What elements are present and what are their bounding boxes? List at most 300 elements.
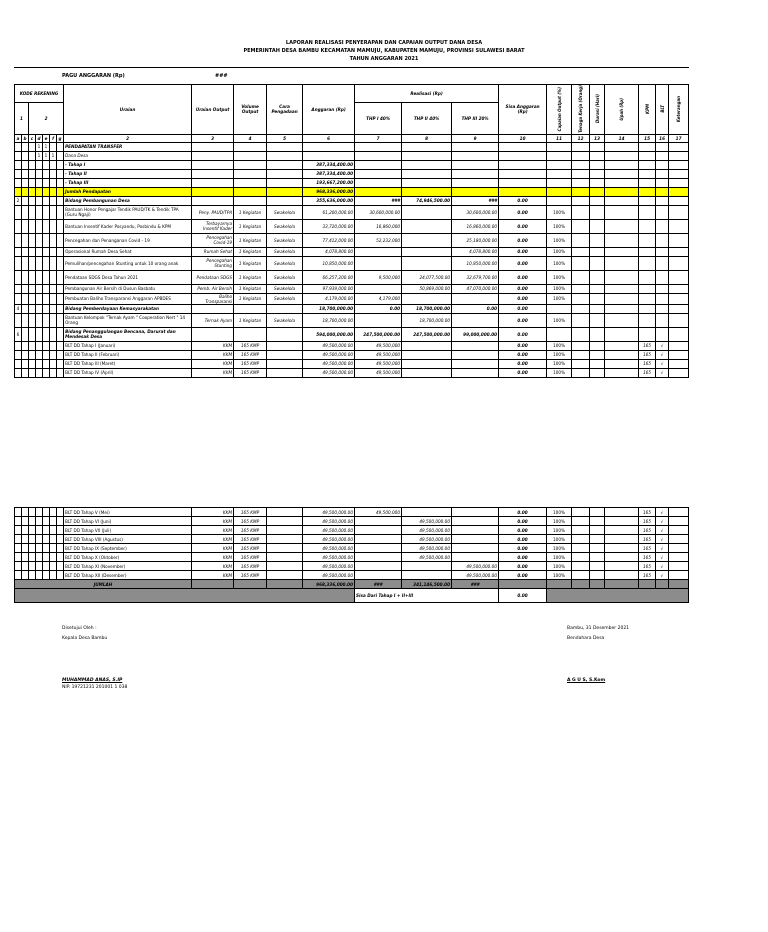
sisa-cell: 0.00 [499, 544, 547, 553]
uraian-output-cell: KKM [192, 368, 234, 377]
capaian-cell: 100% [547, 517, 572, 526]
tenaga-cell [572, 233, 590, 247]
kpm-cell: 165 [639, 368, 656, 377]
cara-pengadaan-cell [267, 562, 303, 571]
tenaga-cell [572, 571, 590, 580]
upah-cell [605, 313, 639, 327]
kode-cell [36, 508, 43, 517]
sisa-cell: 0.00 [499, 196, 547, 205]
sisa-cell: 0.00 [499, 327, 547, 341]
kode-cell [50, 247, 57, 256]
kode-cell [15, 535, 22, 544]
kode-cell [29, 553, 36, 562]
thp1-cell [355, 151, 402, 160]
uraian-cell: BLT DD Tahap VII (Juli) [64, 526, 192, 535]
keterangan-cell [669, 571, 689, 580]
thp1-cell: 30,600,000.00 [355, 205, 402, 219]
keterangan-cell [669, 553, 689, 562]
kode-cell [50, 535, 57, 544]
upah-cell [605, 350, 639, 359]
thp2-cell [402, 178, 452, 187]
uraian-output-cell: KKM [192, 341, 234, 350]
durasi-cell [590, 270, 605, 284]
kode-cell [43, 304, 50, 313]
kode-cell [36, 178, 43, 187]
kode-cell [22, 359, 29, 368]
blt-cell [656, 142, 669, 151]
keterangan-cell [669, 178, 689, 187]
thp3-cell: 30,600,000.00 [452, 205, 499, 219]
thp3-cell [452, 544, 499, 553]
thp3-cell [452, 368, 499, 377]
tenaga-cell [572, 284, 590, 293]
anggaran-cell: 193,667,200.00 [303, 178, 355, 187]
uraian-output-cell: Terbayarnya Insentif Kader [192, 219, 234, 233]
kode-cell [50, 562, 57, 571]
kode-cell [57, 219, 64, 233]
kode-cell [57, 368, 64, 377]
uraian-output-cell: Pencegahan Covid-19 [192, 233, 234, 247]
uraian-cell: Bantuan Kelompok "Ternak Ayam " Cooperation Nert " 14 Orang [64, 313, 192, 327]
tenaga-cell [572, 359, 590, 368]
column-number: 3 [192, 134, 234, 142]
blt-cell [656, 293, 669, 304]
upah-cell [605, 359, 639, 368]
capaian-cell: 100% [547, 270, 572, 284]
kode-cell [36, 517, 43, 526]
kode-cell [29, 571, 36, 580]
blt-cell: √ [656, 544, 669, 553]
anggaran-cell: 49,500,000.00 [303, 553, 355, 562]
thp3-cell [452, 553, 499, 562]
kode-cell [36, 359, 43, 368]
cara-pengadaan-cell [267, 350, 303, 359]
thp3-cell: 0.00 [452, 304, 499, 313]
kode-cell [36, 293, 43, 304]
kode-cell [22, 544, 29, 553]
table-row [15, 169, 689, 178]
uraian-output-cell: Baliho Transparansi [192, 293, 234, 304]
kode-cell [43, 205, 50, 219]
thp1-cell [355, 553, 402, 562]
kode-cell [36, 187, 43, 196]
thp2-cell: 18,700,000.00 [402, 313, 452, 327]
durasi-cell [590, 284, 605, 293]
thp3-cell [452, 187, 499, 196]
kode-cell [29, 219, 36, 233]
volume-output-cell: 165 KMP [234, 508, 267, 517]
thp2-cell [402, 368, 452, 377]
table-row [15, 313, 689, 327]
upah-cell [605, 187, 639, 196]
tenaga-cell [572, 350, 590, 359]
thp1-cell [355, 160, 402, 169]
sisa-cell [499, 151, 547, 160]
thp3-cell: 49,500,000.00 [452, 562, 499, 571]
thp2-cell: 247,500,000.00 [402, 327, 452, 341]
thp1-cell: 49,500,000 [355, 341, 402, 350]
kode-cell [50, 219, 57, 233]
kode-cell [22, 178, 29, 187]
kode-cell [57, 196, 64, 205]
uraian-output-cell: KKM [192, 359, 234, 368]
column-number: 12 [572, 134, 590, 142]
blt-cell [656, 284, 669, 293]
table-row [15, 359, 689, 368]
uraian-output-cell: Peny. PAUD/TPA [192, 205, 234, 219]
table-row [15, 160, 689, 169]
capaian-cell: 100% [547, 535, 572, 544]
sisa-cell: 0.00 [499, 233, 547, 247]
uraian-output-cell [192, 196, 234, 205]
kode-cell [15, 270, 22, 284]
keterangan-cell [669, 359, 689, 368]
kode-cell [29, 368, 36, 377]
volume-output-cell: 165 KMP [234, 526, 267, 535]
keterangan-cell [669, 169, 689, 178]
anggaran-cell: 355,636,000.00 [303, 196, 355, 205]
thp2-cell [402, 187, 452, 196]
uraian-output-cell [192, 187, 234, 196]
kode-cell [22, 526, 29, 535]
sisa-cell: 0.00 [499, 256, 547, 270]
kpm-cell [639, 256, 656, 270]
kode-cell [29, 233, 36, 247]
kode-cell [43, 293, 50, 304]
sisa-cell [499, 169, 547, 178]
thp1-cell: 49,500,000 [355, 359, 402, 368]
cara-pengadaan-cell [267, 196, 303, 205]
cara-pengadaan-cell [267, 526, 303, 535]
uraian-output-cell: Rumah Sehat [192, 247, 234, 256]
thp2-cell [402, 359, 452, 368]
kode-cell [57, 508, 64, 517]
thp3-cell [452, 142, 499, 151]
thp1-cell [355, 313, 402, 327]
uraian-output-cell [192, 327, 234, 341]
kode-cell [29, 187, 36, 196]
upah-cell [605, 151, 639, 160]
thp1-cell: 49,500,000 [355, 508, 402, 517]
thp3-cell [452, 293, 499, 304]
column-number: 13 [590, 134, 605, 142]
uraian-output-cell [192, 151, 234, 160]
kode-cell [43, 196, 50, 205]
column-number: e [43, 134, 50, 142]
kode-cell [29, 196, 36, 205]
anggaran-cell: 49,500,000.00 [303, 544, 355, 553]
upah-cell [605, 142, 639, 151]
column-number: d [37, 135, 41, 141]
kpm-cell: 165 [639, 562, 656, 571]
kode-cell [57, 293, 64, 304]
kode-cell [57, 233, 64, 247]
kode-cell [15, 205, 22, 219]
kode-cell [15, 517, 22, 526]
kode-cell [15, 368, 22, 377]
kpm-cell: 165 [639, 571, 656, 580]
durasi-cell [590, 169, 605, 178]
volume-output-cell: 165 KMP [234, 350, 267, 359]
table-row [15, 293, 689, 304]
kode-cell [50, 553, 57, 562]
kode-cell [29, 327, 36, 341]
kode-cell [22, 368, 29, 377]
upah-cell [605, 508, 639, 517]
upah-cell [605, 526, 639, 535]
col-upah: Upah (Rp) [605, 85, 639, 135]
uraian-cell: Pembangunan Air Bersih di Dusun Basbatu [64, 284, 192, 293]
anggaran-cell: 49,500,000.00 [303, 526, 355, 535]
kode-cell [36, 350, 43, 359]
capaian-cell: 100% [547, 313, 572, 327]
tenaga-cell [572, 219, 590, 233]
kode-cell [50, 256, 57, 270]
uraian-cell: BLT DD Tahap VI (Juni) [64, 517, 192, 526]
sisa-cell: 0.00 [499, 313, 547, 327]
volume-output-cell: 1 Kegiatan [234, 270, 267, 284]
kode-cell [36, 270, 43, 284]
keterangan-cell [669, 284, 689, 293]
cara-pengadaan-cell [267, 508, 303, 517]
col-sisa-anggaran: Sisa Anggaran (Rp) [499, 85, 547, 135]
volume-output-cell [234, 304, 267, 313]
kode-cell [50, 571, 57, 580]
tenaga-cell [572, 341, 590, 350]
anggaran-cell: 4,179,000.00 [303, 293, 355, 304]
col-kode-rekening: KODE REKENING [15, 85, 64, 103]
tenaga-cell [572, 327, 590, 341]
tenaga-cell [572, 508, 590, 517]
capaian-cell [547, 142, 572, 151]
capaian-cell [547, 160, 572, 169]
kode-cell: 1 [36, 151, 43, 160]
kode-cell [36, 256, 43, 270]
uraian-output-cell: Pencegahan Stunting [192, 256, 234, 270]
uraian-cell: - Tahap I [64, 160, 192, 169]
uraian-cell: Pendataan SDGS Desa Tahun 2021 [64, 270, 192, 284]
blt-cell: √ [656, 359, 669, 368]
upah-cell [605, 256, 639, 270]
capaian-cell: 100% [547, 526, 572, 535]
durasi-cell [590, 160, 605, 169]
table-row [15, 571, 689, 580]
kode-cell [43, 553, 50, 562]
tenaga-cell [572, 256, 590, 270]
jumlah-row [15, 580, 689, 589]
keterangan-cell [669, 526, 689, 535]
upah-cell [605, 270, 639, 284]
volume-output-cell: 1 Kegiatan [234, 284, 267, 293]
kode-cell [15, 142, 22, 151]
kode-cell [22, 562, 29, 571]
anggaran-cell: 49,500,000.00 [303, 350, 355, 359]
thp3-cell [452, 517, 499, 526]
column-number: f [50, 134, 57, 142]
kode-cell [50, 205, 57, 219]
tenaga-cell [572, 169, 590, 178]
keterangan-cell [669, 350, 689, 359]
kode-cell [57, 553, 64, 562]
kode-cell [50, 187, 57, 196]
kode-cell [22, 187, 29, 196]
tenaga-cell [572, 142, 590, 151]
kode-cell [50, 142, 57, 151]
kode-cell: 1 [43, 151, 50, 160]
cara-pengadaan-cell [267, 142, 303, 151]
kode-cell [15, 293, 22, 304]
upah-cell [605, 247, 639, 256]
head-nip: NIP. 19721231 201001 1 038 [62, 685, 128, 690]
column-number: c [29, 134, 36, 142]
durasi-cell [590, 219, 605, 233]
column-number: a [15, 134, 22, 142]
thp3-cell [452, 508, 499, 517]
kode-cell [36, 535, 43, 544]
kpm-cell [639, 270, 656, 284]
uraian-output-cell: Pemb. Air Bersih [192, 284, 234, 293]
kode-cell [43, 508, 50, 517]
cara-pengadaan-cell: Swakelola [267, 247, 303, 256]
kode-cell [57, 284, 64, 293]
sisa-cell: 0.00 [499, 535, 547, 544]
keterangan-cell [669, 233, 689, 247]
kode-cell: 6 [15, 327, 22, 341]
uraian-output-cell: KKM [192, 535, 234, 544]
capaian-cell [547, 151, 572, 160]
volume-output-cell [234, 327, 267, 341]
cara-pengadaan-cell: Swakelola [267, 270, 303, 284]
kpm-cell [639, 160, 656, 169]
kode-cell [50, 178, 57, 187]
kode-cell [15, 562, 22, 571]
col-tenaga: Tenaga Kerja (Orang) [572, 85, 590, 135]
capaian-cell: 100% [547, 205, 572, 219]
kpm-cell [639, 142, 656, 151]
kode-cell [29, 256, 36, 270]
sisa-cell: 0.00 [499, 553, 547, 562]
kode-cell [15, 160, 22, 169]
uraian-cell: - Tahap III [64, 178, 192, 187]
anggaran-cell: 49,500,000.00 [303, 508, 355, 517]
thp2-cell: 49,500,000.00 [402, 517, 452, 526]
kode-cell [36, 160, 43, 169]
durasi-cell [590, 247, 605, 256]
kode-cell [36, 341, 43, 350]
capaian-cell: 100% [547, 350, 572, 359]
durasi-cell [590, 327, 605, 341]
kode-cell [22, 327, 29, 341]
column-number: 16 [656, 134, 669, 142]
table-row [15, 151, 689, 160]
kode-cell [50, 327, 57, 341]
durasi-cell [590, 571, 605, 580]
kode-cell [36, 553, 43, 562]
keterangan-cell [669, 205, 689, 219]
kode-cell [36, 284, 43, 293]
upah-cell [605, 553, 639, 562]
volume-output-cell: 165 KMP [234, 517, 267, 526]
blt-cell [656, 247, 669, 256]
anggaran-cell: 4,078,800.00 [303, 247, 355, 256]
kode-cell [43, 270, 50, 284]
col-uraian-output: Uraian Output [192, 85, 234, 135]
tenaga-cell [572, 293, 590, 304]
durasi-cell [590, 256, 605, 270]
kode-cell [50, 293, 57, 304]
durasi-cell [590, 187, 605, 196]
volume-output-cell: 165 KMP [234, 368, 267, 377]
kode-cell [36, 313, 43, 327]
kode-cell [43, 535, 50, 544]
upah-cell [605, 178, 639, 187]
kode-cell [57, 562, 64, 571]
column-number: b [23, 135, 27, 141]
col-keterangan: Keterangan [669, 85, 689, 135]
kode-cell [43, 350, 50, 359]
upah-cell [605, 517, 639, 526]
thp1-cell: 49,500,000 [355, 350, 402, 359]
kode-cell [50, 270, 57, 284]
col-cara-pengadaan: Cara Pengadaan [267, 85, 303, 135]
kode-cell [15, 571, 22, 580]
capaian-cell: 100% [547, 562, 572, 571]
kode-cell [15, 151, 22, 160]
volume-output-cell [234, 151, 267, 160]
sisa-cell: 0.00 [499, 247, 547, 256]
capaian-cell: 100% [547, 247, 572, 256]
kpm-cell: 165 [639, 508, 656, 517]
kode-cell: 4 [15, 304, 22, 313]
kpm-cell [639, 219, 656, 233]
thp2-cell [402, 341, 452, 350]
kode-cell [57, 142, 64, 151]
kode-cell [22, 256, 29, 270]
jumlah-thp1: ### [355, 580, 402, 589]
jumlah-thp3: ### [452, 580, 499, 589]
anggaran-cell: 49,500,000.00 [303, 535, 355, 544]
upah-cell [605, 160, 639, 169]
capaian-cell: 100% [547, 508, 572, 517]
cara-pengadaan-cell [267, 535, 303, 544]
tenaga-cell [572, 368, 590, 377]
uraian-cell: Pemulihan/pencegahan Stunting untuk 10 orang anak [64, 256, 192, 270]
anggaran-cell: 49,500,000.00 [303, 562, 355, 571]
kode-cell [22, 219, 29, 233]
column-number: 7 [355, 134, 402, 142]
col-durasi: Durasi (Hari) [590, 85, 605, 135]
uraian-output-cell [192, 178, 234, 187]
tenaga-cell [572, 313, 590, 327]
col-thp3: THP III 20% [452, 103, 499, 135]
sisa-cell: 0.00 [499, 270, 547, 284]
anggaran-cell: 49,500,000.00 [303, 517, 355, 526]
upah-cell [605, 219, 639, 233]
cara-pengadaan-cell: Swakelola [267, 293, 303, 304]
uraian-output-cell: KKM [192, 350, 234, 359]
kode-cell [15, 284, 22, 293]
anggaran-cell: 18,700,000.00 [303, 304, 355, 313]
kode-cell [43, 517, 50, 526]
uraian-cell: BLT DD Tahap I (Januari) [64, 341, 192, 350]
kode-cell [15, 508, 22, 517]
kode-cell [36, 219, 43, 233]
thp3-cell: 16,860,000.00 [452, 219, 499, 233]
keterangan-cell [669, 151, 689, 160]
kode-cell [43, 169, 50, 178]
uraian-output-cell [192, 304, 234, 313]
uraian-cell: BLT DD Tahap XII (Desember) [64, 571, 192, 580]
